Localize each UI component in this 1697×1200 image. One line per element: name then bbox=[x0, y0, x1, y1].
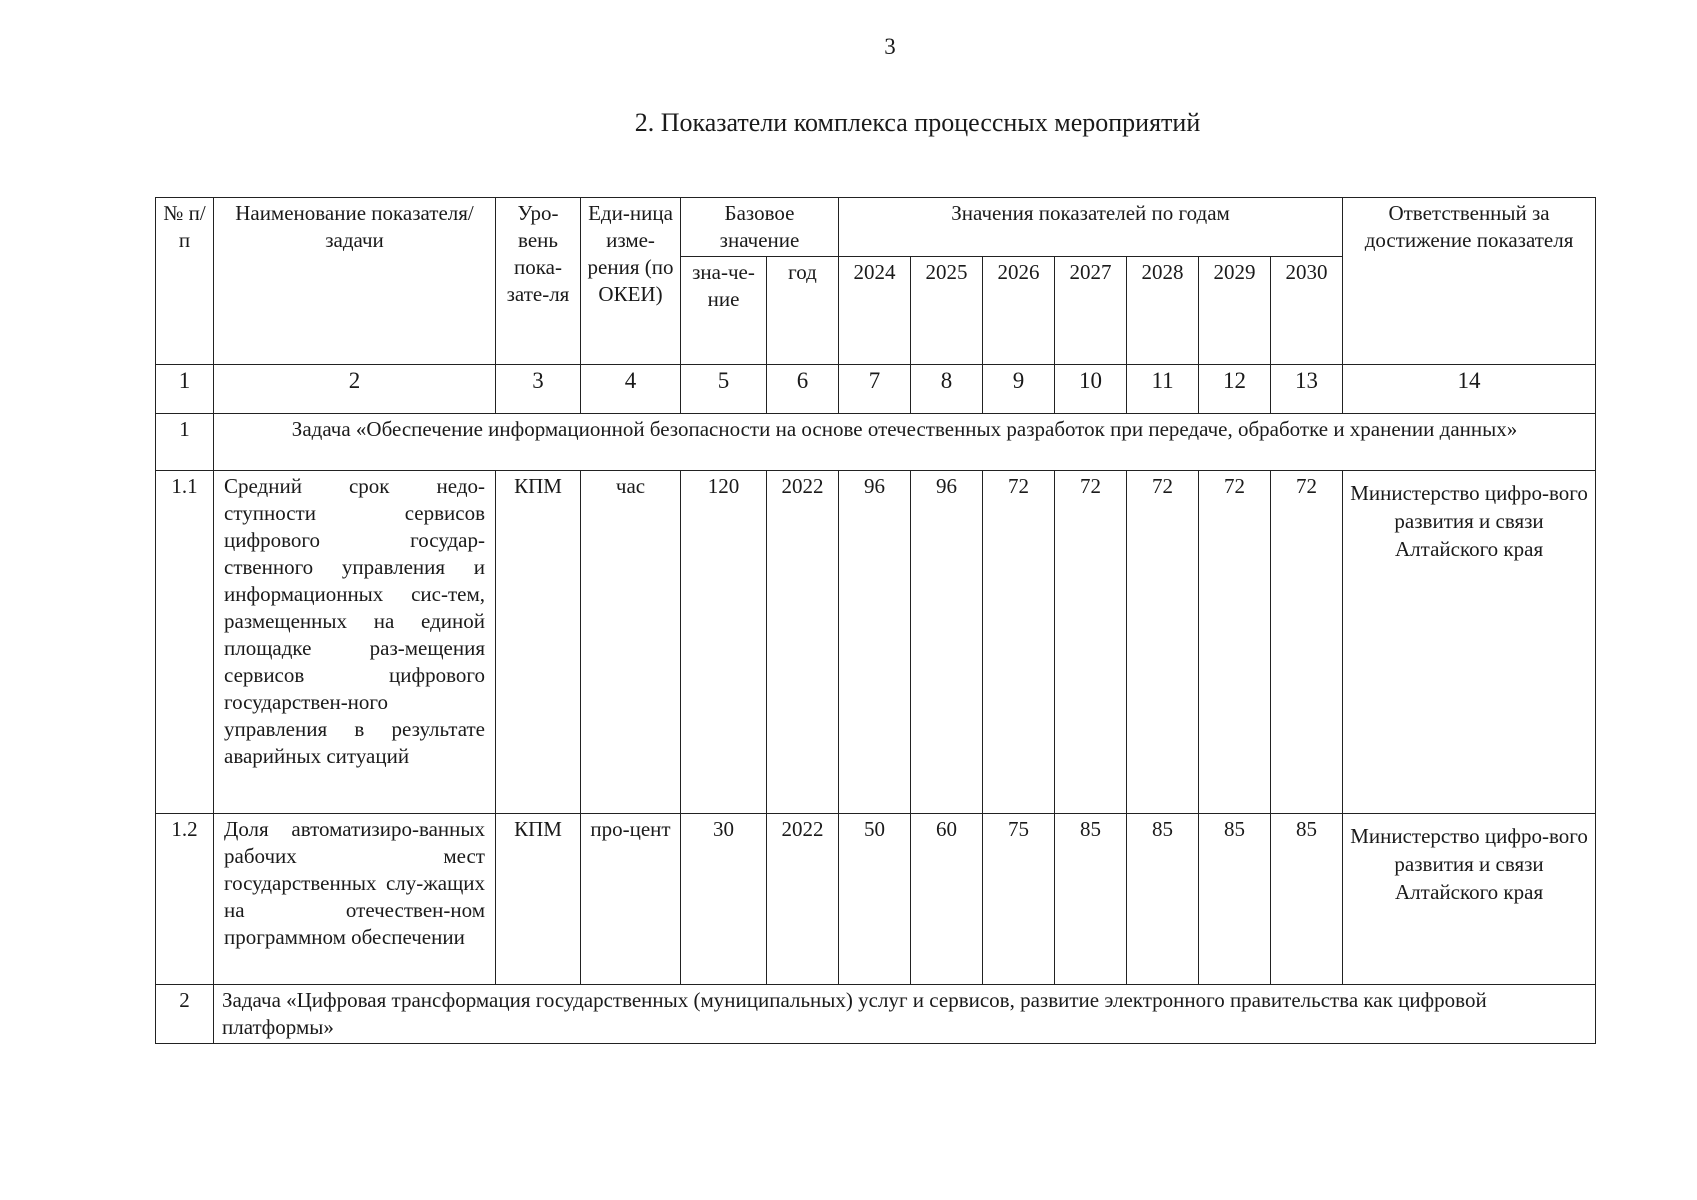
header-num: № п/п bbox=[156, 198, 214, 365]
task-text: Задача «Цифровая трансформация государственных (муниципальных) услуг и сервисов, развитие электронного правительства как цифровой платформы» bbox=[214, 985, 1596, 1044]
year-value: 50 bbox=[839, 814, 911, 985]
header-year: 2026 bbox=[983, 257, 1055, 365]
row-number: 1.2 bbox=[156, 814, 214, 985]
header-year: 2030 bbox=[1271, 257, 1343, 365]
column-number: 7 bbox=[839, 365, 911, 414]
column-number: 10 bbox=[1055, 365, 1127, 414]
header-base-value: зна-че-ние bbox=[681, 257, 767, 365]
header-name: Наименование показателя/задачи bbox=[214, 198, 496, 365]
header-responsible: Ответственный за достижение показателя bbox=[1343, 198, 1596, 365]
column-number: 13 bbox=[1271, 365, 1343, 414]
column-number: 12 bbox=[1199, 365, 1271, 414]
indicator-level: КПМ bbox=[496, 471, 581, 814]
column-numbers-row bbox=[156, 365, 1596, 414]
year-value: 96 bbox=[911, 471, 983, 814]
year-value: 85 bbox=[1127, 814, 1199, 985]
task-number: 1 bbox=[156, 414, 214, 471]
year-value: 60 bbox=[911, 814, 983, 985]
year-value: 72 bbox=[1271, 471, 1343, 814]
header-year: 2028 bbox=[1127, 257, 1199, 365]
task-number: 2 bbox=[156, 985, 214, 1044]
year-value: 72 bbox=[1055, 471, 1127, 814]
column-number: 5 bbox=[681, 365, 767, 414]
indicator-row bbox=[156, 471, 1596, 814]
task-row-1 bbox=[156, 414, 1596, 471]
column-number: 6 bbox=[767, 365, 839, 414]
responsible: Министерство цифро-вого развития и связи Алтайского края bbox=[1343, 814, 1596, 985]
column-number: 9 bbox=[983, 365, 1055, 414]
column-number: 1 bbox=[156, 365, 214, 414]
column-number: 14 bbox=[1343, 365, 1596, 414]
column-number: 2 bbox=[214, 365, 496, 414]
responsible: Министерство цифро-вого развития и связи Алтайского края bbox=[1343, 471, 1596, 814]
base-value: 30 bbox=[681, 814, 767, 985]
indicator-name: Доля автоматизиро-ванных рабочих мест государственных слу-жащих на отечествен-ном программном обеспечении bbox=[214, 814, 496, 985]
indicators-table bbox=[155, 197, 1596, 1044]
year-value: 85 bbox=[1055, 814, 1127, 985]
header-base: Базовое значение bbox=[681, 198, 839, 257]
year-value: 72 bbox=[983, 471, 1055, 814]
base-year: 2022 bbox=[767, 471, 839, 814]
column-number: 3 bbox=[496, 365, 581, 414]
row-number: 1.1 bbox=[156, 471, 214, 814]
indicator-row bbox=[156, 814, 1596, 985]
header-base-year: год bbox=[767, 257, 839, 365]
year-value: 72 bbox=[1127, 471, 1199, 814]
year-value: 85 bbox=[1199, 814, 1271, 985]
indicator-level: КПМ bbox=[496, 814, 581, 985]
header-year: 2025 bbox=[911, 257, 983, 365]
indicator-name: Средний срок недо-ступности сервисов цифрового государ-ственного управления и информационных сис-тем, размещенных на единой площадке раз-мещения сервисов цифрового государствен-ного управления в результате аварийных ситуаций bbox=[214, 471, 496, 814]
indicator-unit: час bbox=[581, 471, 681, 814]
year-value: 72 bbox=[1199, 471, 1271, 814]
header-year: 2029 bbox=[1199, 257, 1271, 365]
section-title: 2. Показатели комплекса процессных мероприятий bbox=[634, 108, 1201, 137]
column-number: 8 bbox=[911, 365, 983, 414]
indicator-unit: про-цент bbox=[581, 814, 681, 985]
header-values-by-year: Значения показателей по годам bbox=[839, 198, 1343, 257]
task-text: Задача «Обеспечение информационной безопасности на основе отечественных разработок при передаче, обработке и хранении данных» bbox=[214, 414, 1596, 471]
header-unit: Еди-ница изме-рения (по ОКЕИ) bbox=[581, 198, 681, 365]
header-year: 2027 bbox=[1055, 257, 1127, 365]
year-value: 85 bbox=[1271, 814, 1343, 985]
base-value: 120 bbox=[681, 471, 767, 814]
header-level: Уро-вень пока-зате-ля bbox=[496, 198, 581, 365]
header-year: 2024 bbox=[839, 257, 911, 365]
task-row-2 bbox=[156, 985, 1596, 1044]
year-value: 75 bbox=[983, 814, 1055, 985]
header-row-1 bbox=[156, 198, 1596, 257]
page-number: 3 bbox=[884, 34, 896, 59]
year-value: 96 bbox=[839, 471, 911, 814]
column-number: 11 bbox=[1127, 365, 1199, 414]
column-number: 4 bbox=[581, 365, 681, 414]
base-year: 2022 bbox=[767, 814, 839, 985]
